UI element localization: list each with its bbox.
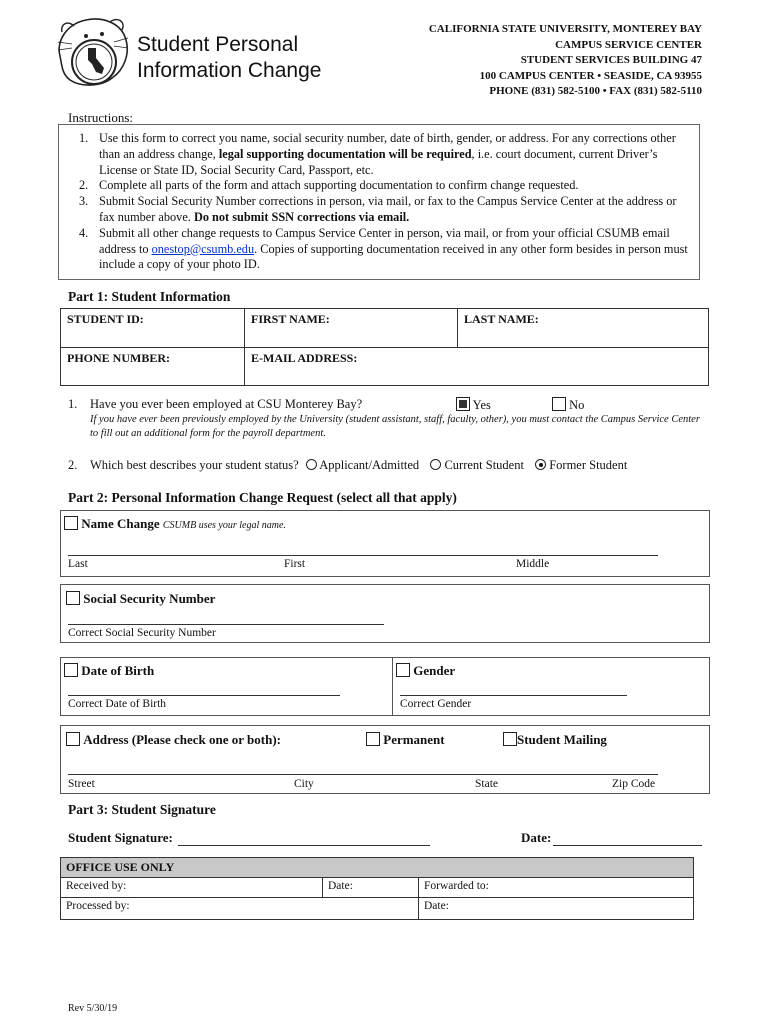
- applicant-option[interactable]: Applicant/Admitted: [306, 458, 419, 472]
- former-radio[interactable]: [535, 459, 546, 470]
- onestop-email-link[interactable]: onestop@csumb.edu: [151, 241, 255, 256]
- address-option[interactable]: Address (Please check one or both):: [66, 732, 281, 748]
- applicant-radio[interactable]: [306, 459, 317, 470]
- q1-no-option[interactable]: No: [552, 397, 584, 413]
- mailing-option[interactable]: Student Mailing: [503, 732, 607, 748]
- student-info-table: [60, 308, 709, 386]
- zip-caption: Zip Code: [612, 778, 656, 790]
- building: STUDENT SERVICES BUILDING 47: [520, 54, 702, 66]
- instructions-box: [58, 124, 700, 280]
- received-date-field[interactable]: Date:: [323, 878, 419, 898]
- dob-option[interactable]: Date of Birth: [64, 663, 154, 679]
- signature-line[interactable]: [178, 845, 430, 846]
- forwarded-to-field[interactable]: Forwarded to:: [419, 878, 694, 898]
- q1-text: Have you ever been employed at CSU Monterey Bay?: [90, 397, 363, 411]
- contact-header: [429, 22, 702, 100]
- ssn-caption: Correct Social Security Number: [68, 627, 216, 639]
- ssn-input-line[interactable]: [68, 624, 384, 625]
- instruction-item: 4. Submit all other change requests to Campus Service Center in person, via mail, or from your official CSUMB email address to onestop@csumb.edu. Copies of supporting documentation received in any other form besides in person must include a copy of your photo ID.: [79, 225, 688, 272]
- q2-row: Which best describes your student status? Applicant/Admitted Current Student Former Student: [90, 458, 628, 472]
- gender-input-line[interactable]: [400, 695, 627, 696]
- name-change-option[interactable]: Name Change CSUMB uses your legal name.: [64, 516, 286, 532]
- state-caption: State: [475, 778, 498, 790]
- dept-name: CAMPUS SERVICE CENTER: [555, 38, 702, 51]
- last-name-field[interactable]: LAST NAME:: [458, 309, 709, 348]
- phone-field[interactable]: PHONE NUMBER:: [61, 348, 245, 386]
- mailing-checkbox[interactable]: [503, 732, 517, 746]
- instruction-item: 3. Submit Social Security Number corrections in person, via mail, or fax to the Campus Service Center at the address or fax number above. Do not submit SSN corrections via email.: [79, 194, 677, 224]
- office-use-table: [60, 857, 694, 920]
- dob-gender-divider: [392, 657, 393, 716]
- no-checkbox[interactable]: [552, 397, 566, 411]
- email-field[interactable]: E-MAIL ADDRESS:: [245, 348, 709, 386]
- address-line: 100 CAMPUS CENTER • SEASIDE, CA 93955: [479, 69, 702, 82]
- office-header: OFFICE USE ONLY: [61, 858, 694, 878]
- student-id-field[interactable]: STUDENT ID:: [61, 309, 245, 348]
- received-by-field[interactable]: Received by:: [61, 878, 323, 898]
- ssn-checkbox[interactable]: [66, 591, 80, 605]
- csumb-otter-logo: [52, 14, 132, 94]
- street-caption: Street: [68, 778, 95, 790]
- title-line-1: Student Personal: [137, 33, 299, 56]
- processed-by-field[interactable]: Processed by:: [61, 898, 419, 920]
- gender-caption: Correct Gender: [400, 698, 472, 710]
- date-label: Date:: [521, 830, 552, 845]
- q1-note: If you have ever been previously employed by the University (student assistant, staff, faculty, other), you must contact the Campus Service Center to fill out an additional form for the payroll department.: [90, 414, 700, 439]
- phone-fax: PHONE (831) 582-5100 • FAX (831) 582-5110: [489, 85, 702, 97]
- date-line[interactable]: [553, 845, 702, 846]
- former-option[interactable]: Former Student: [535, 458, 627, 472]
- address-input-line[interactable]: [68, 774, 658, 775]
- permanent-checkbox[interactable]: [366, 732, 380, 746]
- dob-input-line[interactable]: [68, 695, 340, 696]
- ssn-option[interactable]: Social Security Number: [66, 591, 215, 607]
- permanent-option[interactable]: Permanent: [366, 732, 445, 748]
- org-name: CALIFORNIA STATE UNIVERSITY, MONTEREY BAY: [428, 23, 702, 35]
- instruction-item: 2. Complete all parts of the form and attach supporting documentation to confirm change requested.: [79, 178, 579, 193]
- first-caption: First: [284, 558, 306, 570]
- form-title: [137, 32, 321, 84]
- first-name-field[interactable]: FIRST NAME:: [245, 309, 458, 348]
- dob-caption: Correct Date of Birth: [68, 698, 167, 710]
- instructions-label: Instructions:: [68, 110, 133, 125]
- gender-option[interactable]: Gender: [396, 663, 455, 679]
- gender-checkbox[interactable]: [396, 663, 410, 677]
- title-line-2: Information Change: [137, 59, 322, 82]
- last-caption: Last: [68, 558, 88, 570]
- address-checkbox[interactable]: [66, 732, 80, 746]
- signature-label: Student Signature:: [68, 830, 173, 845]
- q2-number: 2.: [68, 458, 78, 472]
- instruction-item: 1. Use this form to correct you name, social security number, date of birth, gender, or address. For any corrections other than an address change, legal supporting documentation will be required, i.e. court document, current Driver’s License or State ID, Social Security Card, Passport, etc.: [79, 131, 676, 177]
- middle-caption: Middle: [516, 558, 550, 570]
- instructions-list: [71, 131, 691, 273]
- name-input-line[interactable]: [68, 555, 658, 556]
- revision-date: Rev 5/30/19: [68, 1003, 118, 1014]
- part1-title: Part 1: Student Information: [68, 289, 231, 304]
- dob-checkbox[interactable]: [64, 663, 78, 677]
- q1-number: 1.: [68, 397, 78, 411]
- part3-title: Part 3: Student Signature: [68, 802, 216, 817]
- yes-checkbox[interactable]: [456, 397, 470, 411]
- current-option[interactable]: Current Student: [430, 458, 524, 472]
- q1-yes-option[interactable]: Yes: [456, 397, 491, 413]
- processed-date-field[interactable]: Date:: [419, 898, 694, 920]
- name-change-checkbox[interactable]: [64, 516, 78, 530]
- part2-title: Part 2: Personal Information Change Request (select all that apply): [68, 490, 457, 505]
- current-radio[interactable]: [430, 459, 441, 470]
- city-caption: City: [294, 778, 314, 790]
